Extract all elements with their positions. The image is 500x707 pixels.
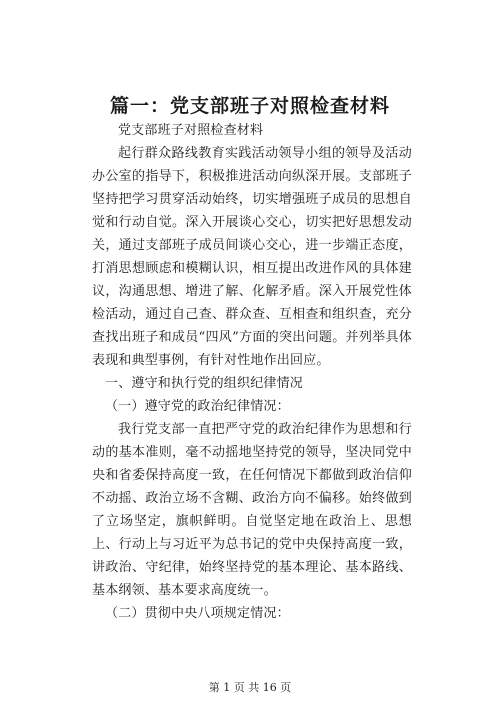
- page-number: 第 1 页 共 16 页: [208, 681, 292, 694]
- page-title: 篇一：党支部班子对照检查材料: [109, 95, 390, 117]
- subsection-heading: （一）遵守党的政治纪律情况：: [105, 399, 290, 414]
- subsection-heading: （二）贯彻中央八项规定情况：: [105, 606, 290, 621]
- document-body: [92, 119, 412, 625]
- section-heading: 一、遵守和执行党的组织纪律情况: [105, 376, 304, 391]
- paragraph: 起行群众路线教育实践活动领导小组的领导及活动办公室的指导下，积极推进活动向纵深开展。支部班子坚持把学习贯穿活动始终，切实增强班子成员的思想自觉和行动自觉。深入开展谈心交心，切实把好思想发动关，通过支部班子成员间谈心交心，进一步端正态度，打消思想顾虑和模糊认识，相互提出改进作风的具体建议，沟通思想、增进了解、化解矛盾。深入开展党性体检活动，通过自己查、群众查、互相查和组织查，充分查找出班子和成员“四风”方面的突出问题。并列举具体表现和典型事例，有针对性地作出回应。: [92, 146, 412, 368]
- document-subtitle: 党支部班子对照检查材料: [118, 123, 264, 138]
- paragraph: 我行党支部一直把严守党的政治纪律作为思想和行动的基本准则，毫不动摇地坚持党的领导，坚决同党中央和省委保持高度一致，在任何情况下都做到政治信仰不动摇、政治立场不含糊、政治方向不偏移。始终做到了立场坚定，旗帜鲜明。自觉坚定地在政治上、思想上、行动上与习近平为总书记的党中央保持高度一致，讲政治、守纪律，始终坚持党的基本理论、基本路线、基本纲领、基本要求高度统一。: [92, 422, 412, 598]
